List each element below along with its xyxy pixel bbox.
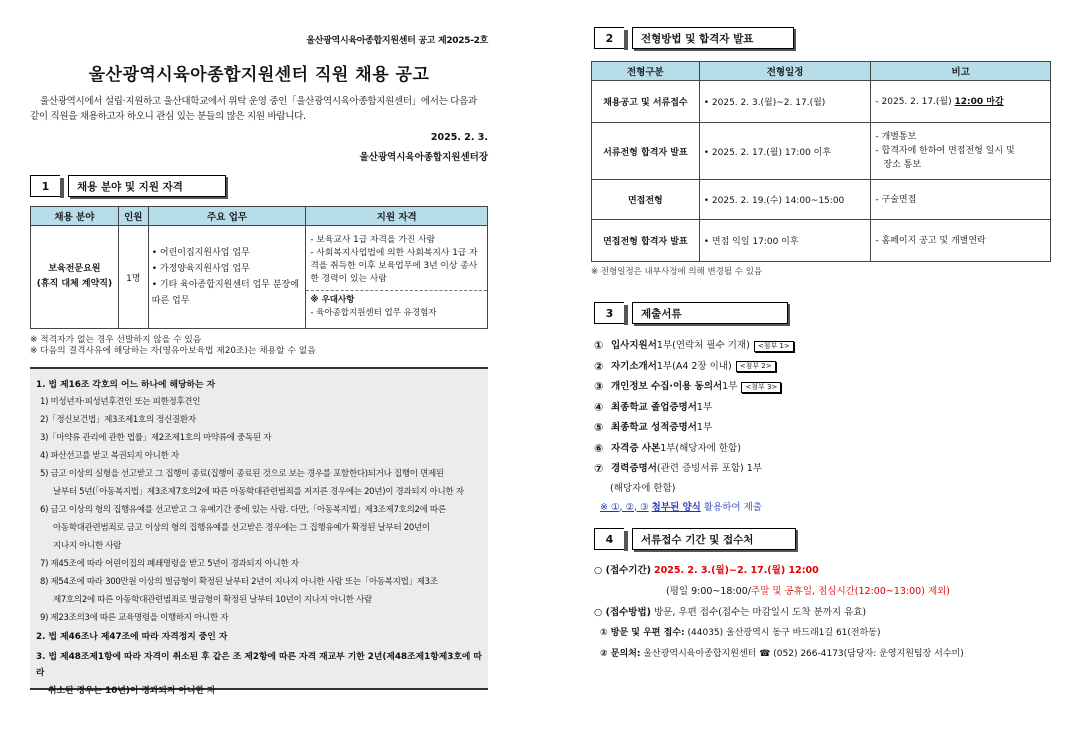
table-header-row	[31, 207, 488, 226]
section-number: 1	[30, 175, 60, 197]
attachment-tag: <첨부 1>	[754, 341, 794, 352]
preference-block	[306, 291, 487, 323]
schedule-note: ※ 전형일정은 내부사정에 의해 변경될 수 있음	[591, 267, 763, 277]
stage-cell: 서류전형 합격자 발표	[592, 123, 700, 180]
list-item	[594, 336, 1054, 357]
address-row	[594, 623, 1054, 644]
document-name: 경력증명서	[611, 463, 657, 474]
schedule-cell: • 2025. 2. 17.(월) 17:00 이후	[699, 123, 871, 180]
list-item	[594, 398, 1054, 419]
document-detail: 1부	[722, 381, 738, 392]
section-number: 2	[594, 27, 624, 49]
document-name: 최종학교 졸업증명서	[611, 401, 697, 413]
column-header: 주요 업무	[148, 207, 306, 226]
section-title: 제출서류	[632, 302, 788, 324]
method-label: ○ (접수방법)	[594, 607, 651, 618]
stage-cell: 면접전형 합격자 발표	[592, 220, 700, 262]
column-header: 전형구분	[592, 62, 700, 81]
item-number: ④	[594, 400, 604, 414]
column-header: 인원	[118, 207, 148, 226]
document-name: 자격증 사본	[611, 442, 661, 454]
remark-cell	[871, 180, 1051, 220]
disqualification-item: 지나지 아니한 사람	[53, 541, 122, 551]
duties-cell	[148, 226, 306, 329]
document-name: 입사지원서	[611, 340, 657, 351]
notice-number: 울산광역시육아종합지원센터 공고 제2025-2호	[306, 36, 488, 46]
excluded-times: 주말 및 공휴일, 점심시간(12:00~13:00) 제외)	[750, 586, 951, 597]
position-table	[30, 206, 488, 329]
column-header: 지원 자격	[306, 207, 488, 226]
schedule-cell: • 면접 익일 17:00 이후	[699, 220, 871, 262]
role-cell	[31, 226, 119, 329]
document-detail: 1부	[696, 401, 713, 413]
stage-cell: 면접전형	[592, 180, 700, 220]
disqualification-item: 날부터 5년(「아동복지법」제3조제7호의2에 따른 아동학대관련범죄를 저지른 경우에는 20년)이 경과되지 아니한 자	[53, 487, 464, 497]
list-item	[594, 459, 1054, 480]
disqualification-item: 6) 금고 이상의 형의 집행유예를 선고받고 그 유예기간 중에 있는 사람. 다만,「아동복지법」제3조제7호의2에 따른	[40, 505, 446, 515]
disqualification-item: 아동학대관련범죄로 금고 이상의 형의 집행유예를 선고받은 경우에는 그 집행유예가 확정된 날부터 20년이	[53, 523, 430, 533]
disqualification-heading: 취소된 경우는 10년)이 경과되지 아니한 자	[48, 686, 216, 696]
list-item	[594, 418, 1054, 439]
intro-paragraph: 울산광역시에서 설립·지원하고 울산대학교에서 위탁 운영 중인「울산광역시육아종합지원센터」에서는 다음과 같이 직원을 채용하고자 하오니 관심 있는 분들의 많은 지원 바랍니다.	[30, 96, 477, 122]
column-header: 비고	[871, 62, 1051, 81]
disqualification-item: 5) 금고 이상의 실형을 선고받고 그 집행이 종료(집행이 종료된 것으로 보는 경우를 포함한다)되거나 집행이 면제된	[40, 469, 444, 479]
document-name: 자기소개서	[611, 360, 657, 372]
schedule-cell: • 2025. 2. 3.(월)~2. 17.(월)	[699, 81, 871, 123]
note-line: ※ 다음의 결격사유에 해당하는 자(영유아보육법 제20조)는 채용할 수 없음	[30, 346, 316, 356]
disqualification-item: 3)「마약류 관리에 관한 법률」제2조제1호의 마약류에 중독된 자	[40, 433, 272, 443]
section-3-heading	[594, 302, 788, 324]
required-documents-list	[594, 336, 1054, 518]
period-subnote	[594, 581, 1054, 602]
table-row	[31, 226, 488, 329]
preference-heading: ※ 우대사항	[310, 295, 355, 305]
item-number: ②	[594, 359, 604, 373]
attachment-link[interactable]	[594, 498, 1054, 518]
stage-cell: 채용공고 및 서류접수	[592, 81, 700, 123]
weekday-hours: (평일 9:00~18:00/	[666, 586, 751, 597]
attachment-form-link[interactable]: 첨부된 양식	[651, 501, 701, 513]
disqualification-item: 7) 제45조에 따라 어린이집의 폐쇄명령을 받고 5년이 경과되지 아니한 자	[40, 559, 299, 569]
remark-text: - 합격자에 한하여 면접전형 일시 및	[875, 146, 1015, 156]
contact-label: ② 문의처:	[600, 649, 641, 659]
period-label: ○ (접수기간)	[594, 565, 651, 576]
table-row	[592, 220, 1051, 262]
table-row	[592, 81, 1051, 123]
duty-item: • 어린이집지원사업 업무	[151, 248, 250, 258]
section-number: 4	[594, 528, 624, 550]
schedule-table	[591, 61, 1051, 262]
table-row	[592, 180, 1051, 220]
remark-text: 장소 통보	[883, 160, 922, 170]
deadline-text: 12:00 마감	[954, 96, 1004, 107]
document-detail: 1부(연락처 필수 기재)	[656, 340, 750, 351]
item-number: ⑤	[594, 421, 604, 434]
qualification-item: - 보육교사 1급 자격을 가진 사람	[310, 235, 436, 245]
page-title: 울산광역시육아종합지원센터 직원 채용 공고	[88, 65, 430, 85]
role-name: 보육전문요원	[48, 264, 101, 274]
remark-text: - 구술면접	[875, 194, 917, 205]
disqualification-heading: 2. 법 제46조나 제47조에 따라 자격정지 중인 자	[36, 632, 228, 642]
attachment-tag: <첨부 3>	[741, 382, 781, 393]
remark-text: - 홈페이지 공고 및 개별연락	[875, 235, 986, 246]
schedule-cell: • 2025. 2. 19.(수) 14:00~15:00	[699, 180, 871, 220]
contact-value: 울산광역시육아종합지원센터 ☎ (052) 266-4173(담당자: 운영지원팀장 서수미)	[643, 649, 964, 659]
remark-cell	[871, 220, 1051, 262]
eligibility-notes	[30, 335, 488, 357]
list-item	[594, 439, 1054, 460]
section-1-heading	[30, 175, 226, 197]
document-subnote: (해당자에 한함)	[610, 482, 676, 494]
note-line: ※ 적격자가 없는 경우 선발하지 않을 수 있음	[30, 335, 202, 345]
contact-row	[594, 644, 1054, 665]
document-name: 개인정보 수집·이용 동의서	[611, 381, 723, 392]
column-header: 채용 분야	[31, 207, 119, 226]
document-detail: 1부(해당자에 한함)	[660, 442, 741, 454]
headcount-cell: 1명	[118, 226, 148, 329]
disqualification-item: 4) 파산선고를 받고 복권되지 아니한 자	[40, 451, 179, 461]
document-detail: 1부(A4 2장 이내)	[656, 360, 732, 372]
duty-item: • 가정양육지원사업 업무	[151, 264, 250, 274]
document-detail: (관련 증빙서류 포함) 1부	[656, 463, 763, 474]
disqualification-heading: 3. 법 제48조제1항에 따라 자격이 취소된 후 같은 조 제2항에 따른 자격 재교부 기한 2년(제48조제1항제3호에 따라	[36, 652, 482, 678]
disqualification-item: 9) 제23조의3에 따른 교육명령을 이행하지 아니한 자	[40, 613, 229, 623]
document-detail: 1부	[696, 422, 713, 433]
submission-info	[594, 560, 1054, 665]
qualifications-cell	[306, 226, 488, 329]
attachment-link-text: 활용하여 제출	[703, 501, 762, 513]
address-label: ① 방문 및 우편 접수:	[600, 628, 685, 638]
disqualification-item: 2)「정신보건법」제3조제1호의 정신질환자	[40, 415, 196, 425]
list-item	[594, 377, 1054, 398]
section-2-heading	[594, 27, 794, 49]
remark-text: - 개별통보	[875, 132, 917, 142]
section-number: 3	[594, 302, 624, 324]
disqualification-item: 8) 제54조에 따라 300만원 이상의 벌금형이 확정된 날부터 2년이 지나지 아니한 사람 또는「아동복지법」제3조	[40, 577, 438, 587]
attachment-tag: <첨부 2>	[736, 361, 776, 372]
role-type: (휴직 대체 계약직)	[36, 279, 113, 289]
qualification-list	[306, 231, 487, 291]
disqualification-heading: 1. 법 제16조 각호의 어느 하나에 해당하는 자	[36, 380, 216, 390]
remark-cell	[871, 81, 1051, 123]
item-number: ⑦	[594, 462, 604, 475]
duty-item: • 기타 육아종합지원센터 업무 분장에 따른 업무	[151, 280, 299, 306]
column-header: 전형일정	[699, 62, 871, 81]
preference-item: - 육아종합지원센터 업무 유경험자	[310, 308, 437, 318]
disqualification-item: 1) 미성년자·피성년후견인 또는 피한정후견인	[40, 397, 201, 407]
table-header-row	[592, 62, 1051, 81]
qualification-item: - 사회복지사업법에 의한 사회복지사 1급 자격을 취득한 이후 보육업무에 3년 이상 종사한 경력이 있는 사람	[310, 248, 478, 284]
document-name: 최종학교 성적증명서	[611, 422, 697, 433]
item-number: ⑥	[594, 441, 604, 455]
notice-date: 2025. 2. 3.	[430, 132, 488, 143]
section-title: 전형방법 및 합격자 발표	[632, 27, 794, 49]
section-4-heading	[594, 528, 796, 550]
period-row	[594, 560, 1054, 581]
disqualification-item: 제7호의2에 따른 아동학대관련범죄로 벌금형이 확정된 날부터 10년이 지나지 아니한 사람	[53, 595, 372, 605]
section-title: 서류접수 기간 및 접수처	[632, 528, 796, 550]
disqualification-box	[30, 367, 488, 696]
remark-text: - 2025. 2. 17.(월)	[875, 96, 955, 107]
method-value: 방문, 우편 접수(접수는 마감일시 도착 분까지 유효)	[654, 607, 867, 618]
section-title: 채용 분야 및 지원 자격	[68, 175, 226, 197]
list-item	[594, 357, 1054, 378]
method-row	[594, 602, 1054, 623]
item-number: ①	[594, 339, 604, 352]
attachment-numbers: ※ ①, ②, ③	[600, 501, 649, 513]
table-row	[592, 123, 1051, 180]
item-number: ③	[594, 380, 604, 393]
remark-cell	[871, 123, 1051, 180]
period-value: 2025. 2. 3.(월)~2. 17.(월) 12:00	[654, 565, 819, 576]
issuer-name: 울산광역시육아종합지원센터장	[359, 152, 488, 163]
address-value: (44035) 울산광역시 동구 바드래1길 61(전하동)	[687, 628, 881, 638]
